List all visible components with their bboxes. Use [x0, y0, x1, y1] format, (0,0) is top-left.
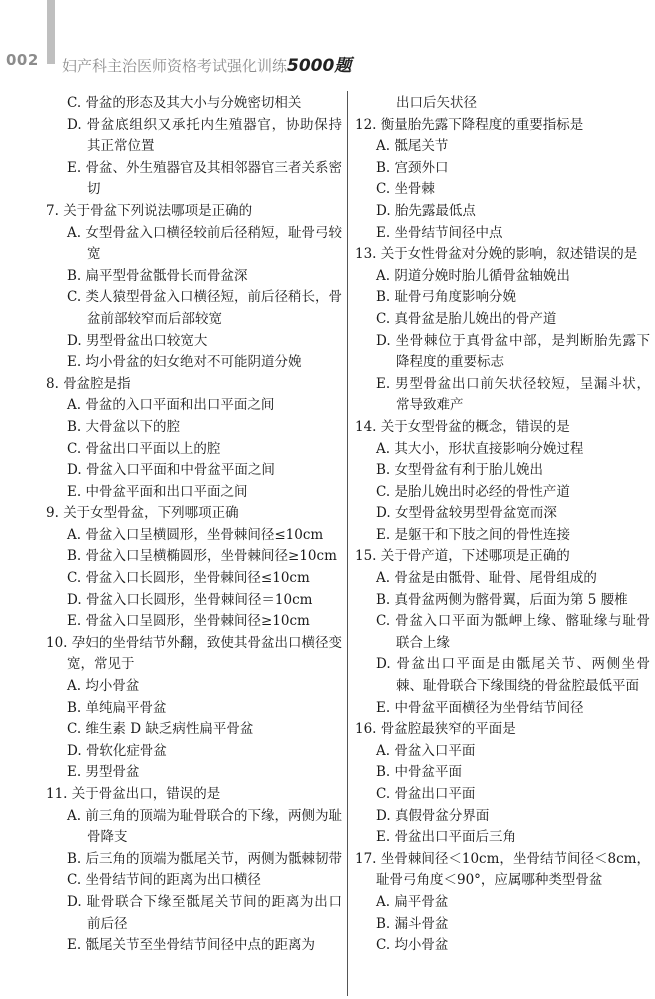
option-item	[355, 331, 650, 374]
question-text: 关于骨产道，下述哪项是正确的	[380, 548, 570, 565]
option-item	[355, 201, 650, 223]
option-item	[355, 762, 650, 784]
option-label: A.	[376, 138, 391, 155]
right-column	[355, 93, 650, 957]
question-stem	[355, 417, 650, 439]
question-number: 14.	[355, 418, 377, 435]
question-item	[355, 244, 650, 417]
question-stem	[46, 201, 342, 223]
question-item	[46, 633, 342, 784]
option-item	[355, 698, 650, 720]
option-item	[46, 698, 342, 720]
option-item	[46, 460, 342, 482]
option-text: 真骨盆两侧为髂骨翼，后面为第 5 腰椎	[394, 591, 628, 608]
option-item	[46, 590, 342, 612]
option-item	[355, 460, 650, 482]
option-item	[46, 892, 342, 935]
question-item	[46, 503, 342, 633]
option-item	[46, 417, 342, 439]
option-text: 坐骨结节间的距离为出口横径	[85, 872, 261, 889]
option-item	[46, 546, 342, 568]
option-label: D.	[376, 505, 391, 522]
option-item	[46, 525, 342, 547]
question-item	[355, 546, 650, 719]
option-label: C.	[376, 786, 391, 802]
right-questions	[355, 115, 650, 957]
option-label: B.	[67, 267, 82, 284]
option-label: D.	[67, 893, 82, 910]
option-item	[355, 525, 650, 547]
option-label: E.	[67, 613, 82, 630]
option-label: A.	[376, 742, 391, 759]
option-item	[46, 741, 342, 763]
option-label: A.	[67, 224, 82, 241]
question-item	[46, 784, 342, 957]
page-header	[0, 48, 655, 76]
option-text: 前三角的顶端为耻骨联合的下缘，两侧为耻骨降支	[85, 807, 343, 846]
option-text: 女型骨盆有利于胎儿娩出	[394, 462, 544, 479]
option-text: 骨盆底组织又承托内生殖器官，协助保持其正常位置	[86, 116, 343, 155]
option-label: E.	[376, 829, 391, 846]
option-item	[46, 719, 342, 741]
option-label: B.	[376, 462, 391, 479]
option-label: A.	[376, 267, 391, 284]
option-text: 骨盆入口呈横椭圆形，坐骨棘间径≥10cm	[85, 548, 337, 565]
option-label: B.	[67, 418, 82, 435]
option-item	[355, 223, 650, 245]
option-label: C.	[67, 721, 82, 738]
page-number: 002	[6, 51, 39, 69]
book-title-text: 妇产科主治医师资格考试强化训练	[62, 57, 288, 75]
option-label: D.	[376, 202, 391, 219]
question-text: 关于女型骨盆，下列哪项正确	[63, 505, 239, 522]
option-item	[355, 654, 650, 697]
option-label: C.	[376, 937, 391, 954]
option-label: B.	[67, 850, 82, 867]
option-label: B.	[376, 159, 391, 176]
option-item	[355, 784, 650, 806]
option-item	[355, 827, 650, 849]
option-item	[355, 136, 650, 158]
option-label: B.	[376, 289, 391, 306]
option-label: B.	[376, 591, 391, 608]
left-column	[46, 93, 342, 957]
option-item	[46, 611, 342, 633]
option-text: 骨盆入口长圆形，坐骨棘间径≤10cm	[85, 570, 310, 587]
question-item	[355, 115, 650, 245]
book-title	[62, 51, 351, 76]
option-item	[46, 676, 342, 698]
option-item	[46, 115, 342, 158]
option-item	[46, 568, 342, 590]
question-number: 15.	[355, 548, 377, 565]
question-number: 13.	[355, 246, 377, 263]
question-text: 关于骨盆出口，错误的是	[71, 786, 221, 802]
question-number: 9.	[46, 505, 59, 522]
option-text: 是胎儿娩出时必经的骨性产道	[394, 483, 570, 500]
option-label: D.	[67, 116, 82, 133]
question-number: 10.	[46, 634, 68, 651]
option-text: 坐骨棘	[394, 181, 435, 198]
question-stem	[355, 849, 650, 892]
q11-tail: 出口后矢状径	[396, 95, 477, 111]
option-text: 耻骨弓角度影响分娩	[394, 289, 517, 306]
option-item	[355, 892, 650, 914]
option-label: A.	[376, 893, 391, 910]
option-text: 骨软化症骨盆	[85, 742, 167, 759]
option-label: B.	[67, 699, 82, 716]
question-text: 骨盆腔是指	[63, 375, 131, 392]
option-item	[46, 870, 342, 892]
option-item	[355, 482, 650, 504]
option-item	[355, 806, 650, 828]
option-text: 骨盆的入口平面和出口平面之间	[85, 397, 275, 414]
option-item	[355, 503, 650, 525]
option-item	[46, 352, 342, 374]
question-item	[355, 849, 650, 957]
option-text: 真假骨盆分界面	[394, 807, 490, 824]
option-label: E.	[67, 937, 82, 954]
question-item	[46, 374, 342, 504]
question-item	[355, 719, 650, 849]
question-stem	[46, 503, 342, 525]
option-text: 均小骨盆	[85, 678, 140, 695]
option-item	[46, 482, 342, 504]
option-text: 胎先露最低点	[394, 202, 476, 219]
option-label: E.	[376, 699, 391, 716]
question-text: 孕妇的坐骨结节外翻，致使其骨盆出口横径变宽，常见于	[67, 634, 343, 673]
option-label: A.	[67, 678, 82, 695]
option-label: A.	[67, 807, 82, 824]
option-item	[46, 287, 342, 330]
question-item	[355, 417, 650, 547]
question-text: 衡量胎先露下降程度的重要指标是	[380, 116, 584, 133]
option-item	[355, 935, 650, 957]
option-text: 阴道分娩时胎儿循骨盆轴娩出	[394, 267, 570, 284]
option-text: 男型骨盆	[85, 764, 140, 781]
option-text: 骨盆、外生殖器官及其相邻器官三者关系密切	[85, 159, 342, 198]
question-text: 关于骨盆下列说法哪项是正确的	[63, 202, 253, 219]
option-label: D.	[376, 656, 391, 673]
option-text: 大骨盆以下的腔	[85, 418, 181, 435]
option-label: D.	[67, 332, 82, 349]
question-stem	[46, 784, 342, 806]
option-item	[355, 611, 650, 654]
option-label: A.	[67, 526, 82, 543]
option-label: C.	[376, 613, 391, 630]
option-label: C.	[376, 483, 391, 500]
question-number: 8.	[46, 375, 59, 392]
q6-tail	[46, 93, 342, 201]
option-label: E.	[376, 375, 391, 392]
option-text: 骨盆出口平面是由骶尾关节、两侧坐骨棘、耻骨联合下缘围绕的骨盆腔最低平面	[396, 656, 650, 695]
option-text: 漏斗骨盆	[394, 915, 449, 932]
option-text: 骨盆入口平面	[394, 742, 476, 759]
option-text: 骨盆出口平面后三角	[394, 829, 516, 846]
option-item	[355, 741, 650, 763]
option-label: C.	[67, 872, 82, 889]
option-item	[355, 439, 650, 461]
option-text: 扁平骨盆	[394, 893, 449, 910]
option-text: 后三角的顶端为骶尾关节，两侧为骶棘韧带	[85, 850, 343, 867]
left-questions	[46, 201, 342, 957]
option-label: D.	[67, 591, 82, 608]
option-text: 骨盆出口平面以上的腔	[85, 440, 221, 457]
option-text: 骨盆入口平面为骶岬上缘、髂耻缘与耻骨联合上缘	[395, 613, 651, 651]
option-item	[355, 266, 650, 288]
question-number: 7.	[46, 202, 59, 219]
option-text: 骶尾关节	[394, 138, 449, 155]
column-divider	[347, 91, 348, 996]
question-stem	[46, 633, 342, 676]
question-number: 12.	[355, 116, 377, 133]
option-item	[46, 439, 342, 461]
option-item	[355, 309, 650, 331]
option-label: C.	[376, 310, 391, 327]
option-item	[355, 287, 650, 309]
option-text: 中骨盆平面横径为坐骨结节间径	[394, 699, 584, 716]
question-stem	[355, 115, 650, 137]
question-text: 坐骨棘间径＜10cm，坐骨结节间径＜8cm，耻骨弓角度＜90°，应属哪种类型骨盆	[376, 850, 650, 889]
option-label: E.	[67, 159, 82, 176]
option-text: 耻骨联合下缘至骶尾关节间的距离为出口前后径	[86, 893, 343, 932]
option-text: 骨盆是由骶骨、耻骨、尾骨组成的	[394, 570, 597, 587]
option-text: 男型骨盆出口较宽大	[85, 332, 208, 349]
question-number: 11.	[46, 786, 68, 802]
question-text: 关于女性骨盆对分娩的影响，叙述错误的是	[380, 246, 638, 263]
question-stem	[46, 374, 342, 396]
option-text: 坐骨结节间径中点	[394, 224, 503, 241]
option-text: 骨盆入口长圆形，坐骨棘间径＝10cm	[85, 591, 313, 608]
option-label: E.	[67, 483, 82, 500]
option-text: 中骨盆平面	[394, 764, 463, 781]
option-text: 类人猿型骨盆入口横径短，前后径稍长，骨盆前部较窄而后部较宽	[85, 289, 342, 327]
option-text: 中骨盆平面和出口平面之间	[85, 483, 248, 500]
option-text: 单纯扁平骨盆	[85, 699, 167, 716]
option-item	[355, 568, 650, 590]
option-label: C.	[67, 440, 82, 457]
option-label: C.	[67, 95, 82, 111]
option-label: E.	[67, 764, 82, 781]
option-text: 扁平型骨盆骶骨长而骨盆深	[85, 267, 248, 284]
option-item	[46, 223, 342, 266]
option-text: 维生素 D 缺乏病性扁平骨盆	[85, 721, 254, 738]
option-label: A.	[376, 570, 391, 587]
option-item	[46, 266, 342, 288]
question-number: 17.	[355, 850, 377, 867]
option-item	[46, 395, 342, 417]
option-item	[355, 914, 650, 936]
option-label: C.	[67, 570, 82, 587]
option-label: A.	[67, 397, 82, 414]
option-label: E.	[376, 526, 391, 543]
option-label: D.	[376, 332, 391, 349]
option-text: 坐骨棘位于真骨盆中部，是判断胎先露下降程度的重要标志	[395, 332, 651, 371]
option-item	[46, 158, 342, 201]
option-item	[355, 374, 650, 417]
option-text: 骨盆入口呈圆形，坐骨棘间径≥10cm	[85, 613, 310, 630]
option-label: B.	[376, 915, 391, 932]
option-item	[355, 158, 650, 180]
option-text: 骶尾关节至坐骨结节间径中点的距离为	[85, 937, 315, 954]
option-text: 是躯干和下肢之间的骨性连接	[394, 526, 570, 543]
option-label: C.	[67, 289, 82, 306]
option-item	[46, 806, 342, 849]
option-label: B.	[376, 764, 391, 781]
option-item	[355, 179, 650, 201]
option-item	[46, 331, 342, 353]
option-label: B.	[67, 548, 82, 565]
option-item	[46, 93, 342, 115]
option-item	[46, 935, 342, 957]
option-label: E.	[67, 354, 82, 371]
option-label: E.	[376, 224, 391, 241]
option-label: D.	[67, 462, 82, 479]
option-text: 宫颈外口	[394, 159, 449, 176]
option-text: 女型骨盆入口横径较前后径稍短，耻骨弓较宽	[85, 224, 343, 263]
option-text: 真骨盆是胎儿娩出的骨产道	[394, 310, 557, 327]
option-text: 骨盆入口呈横圆形，坐骨棘间径≤10cm	[85, 526, 324, 543]
option-text: 骨盆的形态及其大小与分娩密切相关	[85, 95, 302, 111]
option-item	[46, 849, 342, 871]
question-text: 骨盆腔最狭窄的平面是	[380, 721, 516, 738]
option-text: 骨盆入口平面和中骨盆平面之间	[85, 462, 275, 479]
question-stem	[355, 719, 650, 741]
option-label: C.	[376, 181, 391, 198]
option-label: D.	[67, 742, 82, 759]
option-text: 女型骨盆较男型骨盆宽而深	[394, 505, 557, 522]
question-number: 16.	[355, 721, 377, 738]
book-title-number: 5000题	[287, 56, 352, 76]
question-stem	[355, 546, 650, 568]
option-item	[46, 762, 342, 784]
question-text: 关于女型骨盆的概念，错误的是	[380, 418, 570, 435]
option-text: 均小骨盆	[394, 937, 449, 954]
option-item	[355, 590, 650, 612]
question-stem	[355, 244, 650, 266]
option-label: A.	[376, 440, 391, 457]
option-text: 男型骨盆出口前矢状径较短，呈漏斗状，常导致难产	[395, 375, 651, 414]
option-label: D.	[376, 807, 391, 824]
option-text: 骨盆出口平面	[394, 786, 476, 802]
question-item	[46, 201, 342, 374]
option-text: 均小骨盆的妇女绝对不可能阴道分娩	[85, 354, 302, 371]
option-text: 其大小，形状直接影响分娩过程	[394, 440, 584, 457]
